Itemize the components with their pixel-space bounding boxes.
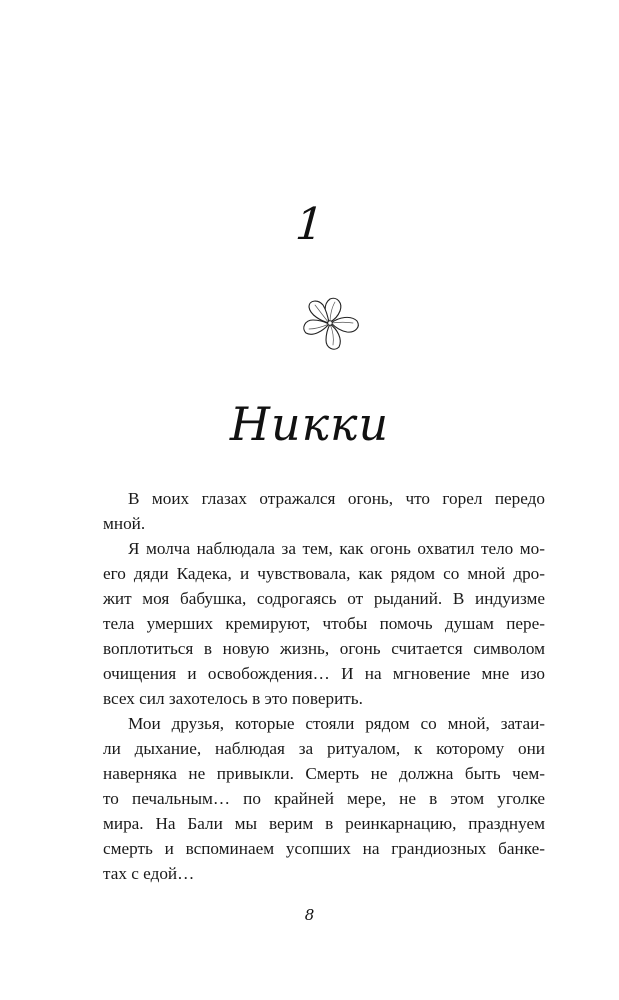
text-line: В моих глазах отражался огонь, что горел передо	[128, 489, 545, 508]
text-line: ли дыхание, наблюдая за ритуалом, к которому они	[103, 739, 545, 758]
chapter-title: Никки	[229, 397, 390, 451]
page-number: 8	[304, 906, 315, 924]
text-line: воплотиться в новую жизнь, огонь считается символом	[103, 639, 545, 658]
text-line: мной.	[103, 514, 146, 533]
chapter-body-text	[103, 486, 545, 886]
text-line: смерть и вспоминаем усопших на грандиозных банке-	[103, 839, 545, 858]
text-line: его дяди Кадека, и чувствовала, как рядом со мной дро-	[103, 564, 545, 583]
text-line: всех сил захотелось в это поверить.	[103, 689, 363, 708]
text-line: очищения и освобождения… И на мгновение мне изо	[103, 664, 545, 683]
text-line: мира. На Бали мы верим в реинкарнацию, празднуем	[103, 814, 545, 833]
text-line: то печальным… по крайней мере, не в этом уголке	[103, 789, 545, 808]
text-line: Мои друзья, которые стояли рядом со мной, затаи-	[128, 714, 545, 733]
text-line: наверняка не привыкли. Смерть не должна быть чем-	[103, 764, 545, 783]
text-line: тах с едой…	[103, 864, 195, 883]
text-line: тела умерших кремируют, чтобы помочь душам пере-	[103, 614, 545, 633]
plumeria-flower-icon	[297, 295, 365, 353]
text-line: Я молча наблюдала за тем, как огонь охватил тело мо-	[128, 539, 545, 558]
text-line: жит моя бабушка, содрогаясь от рыданий. В индуизме	[103, 589, 545, 608]
chapter-number: 1	[293, 199, 326, 250]
